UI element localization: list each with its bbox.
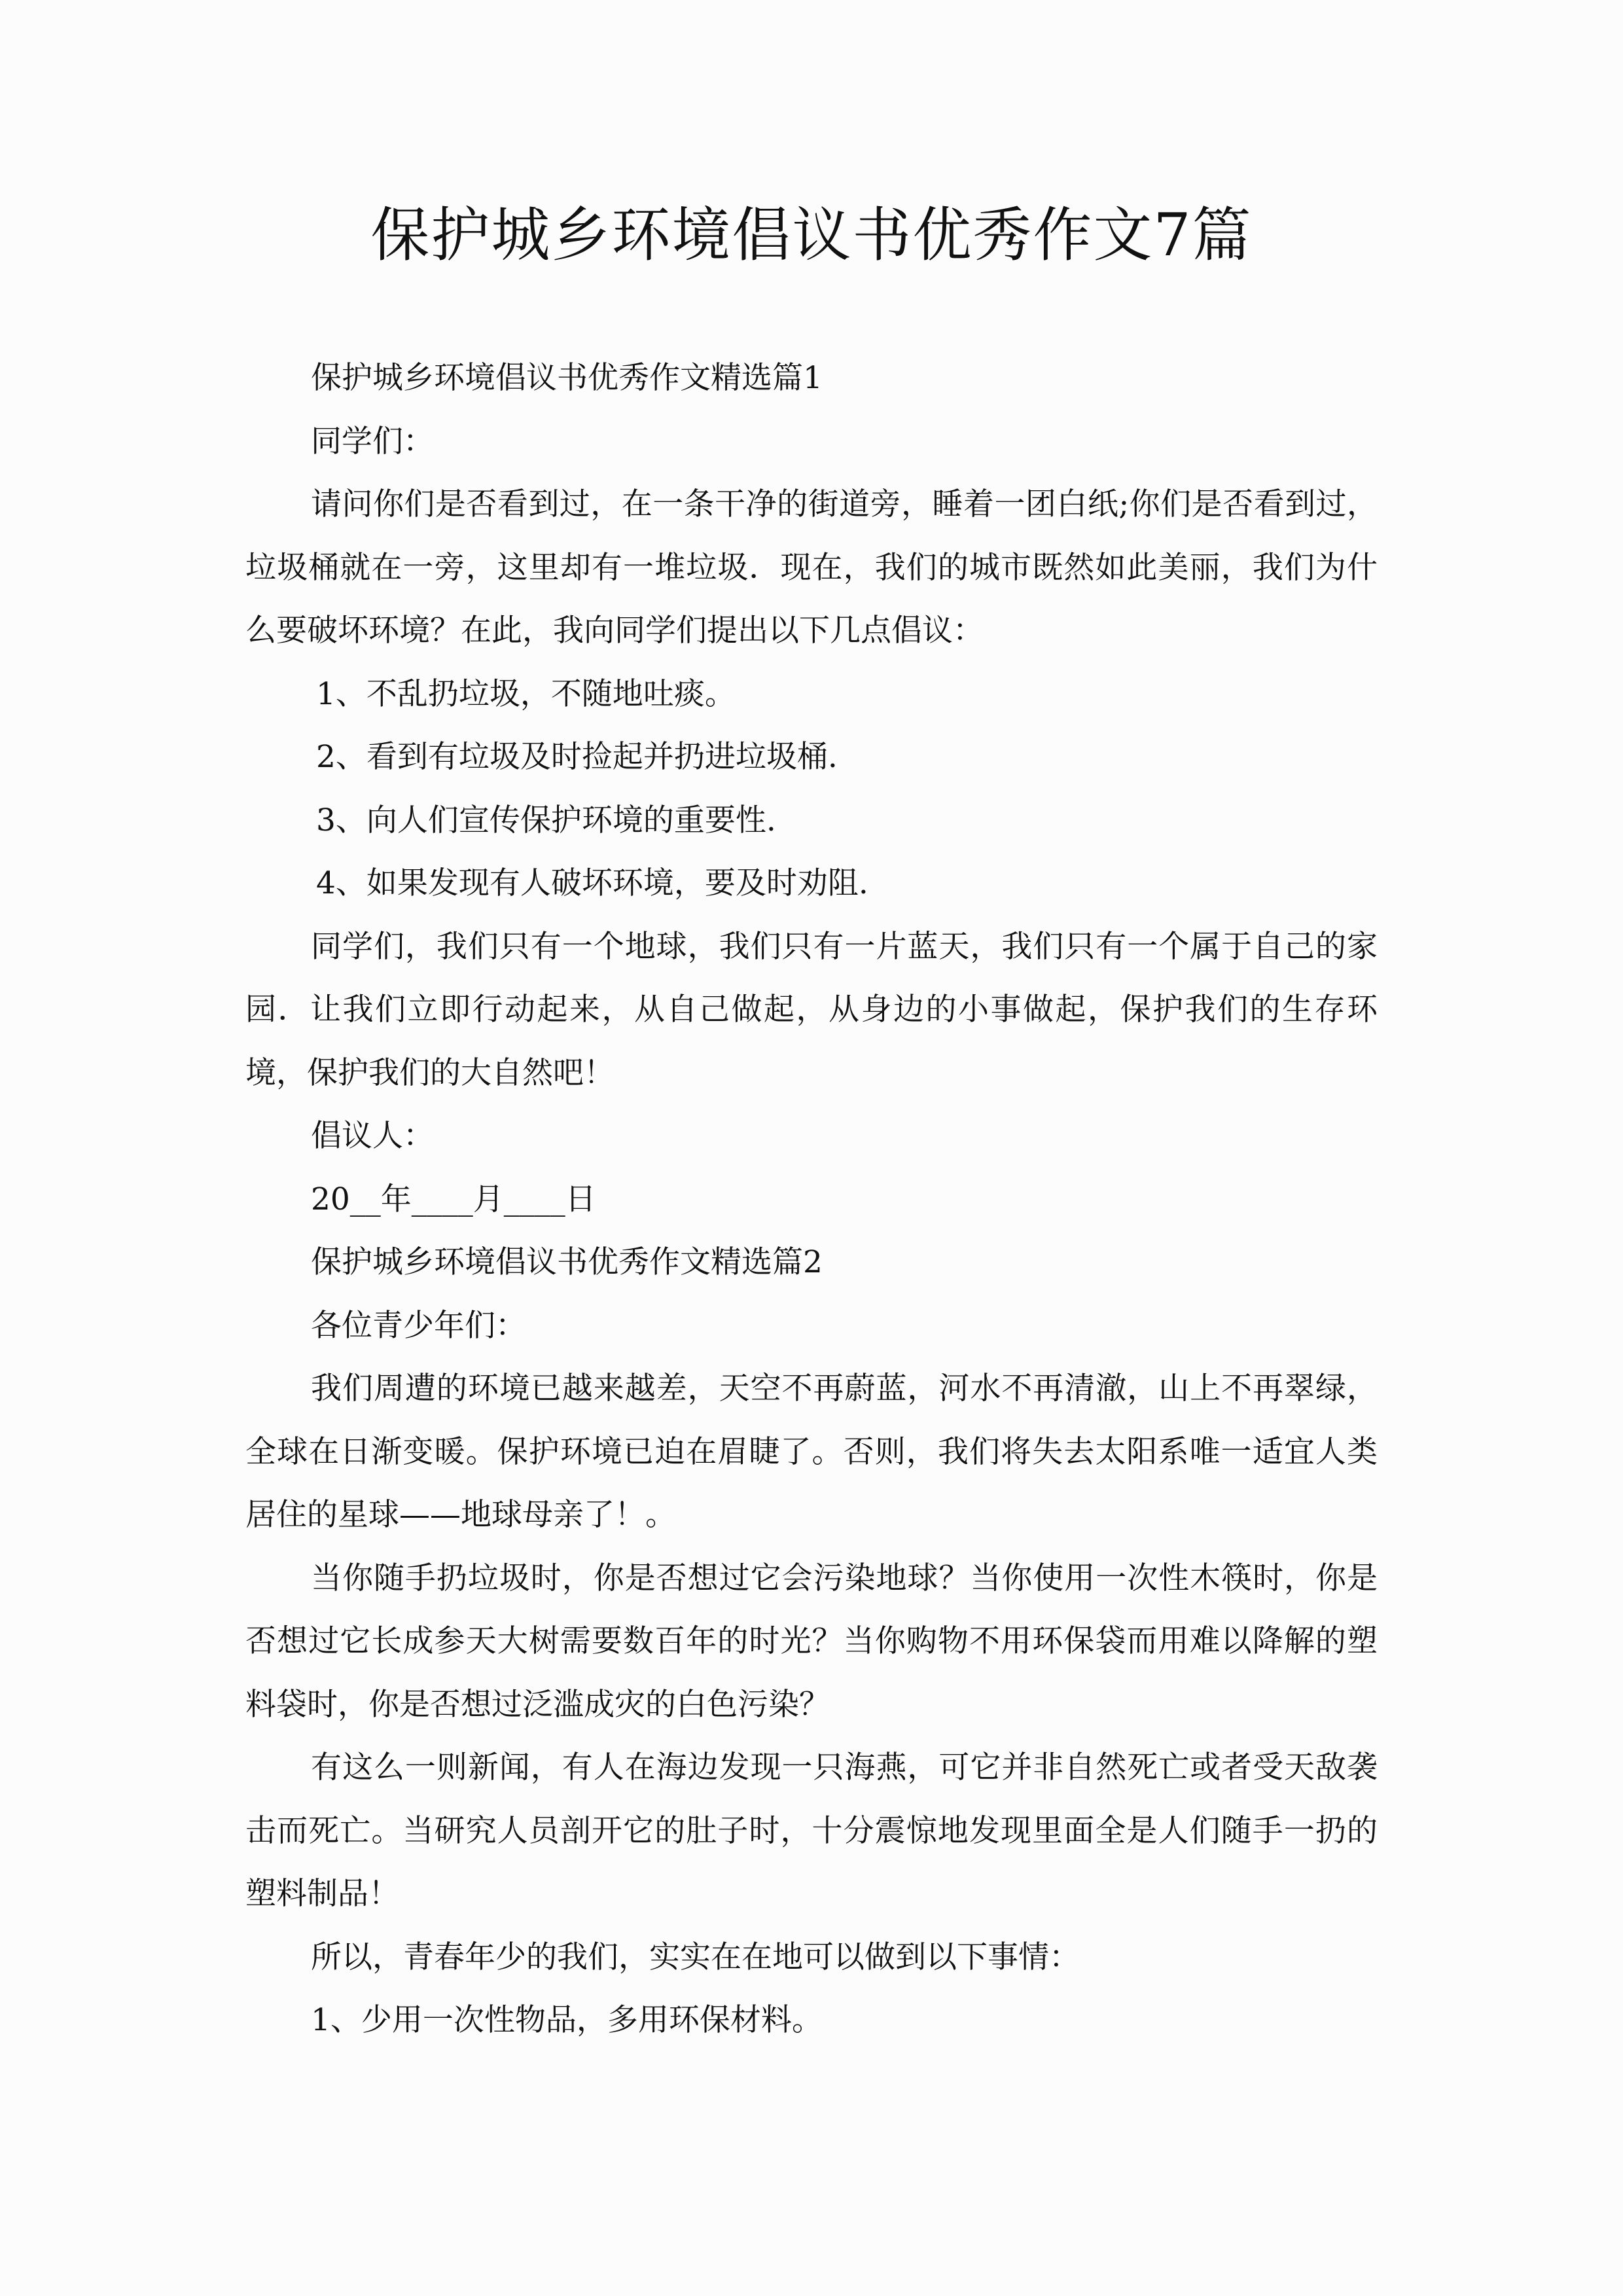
date-line: 20__年____月____日 (311, 1181, 596, 1217)
paragraph: 当你随手扔垃圾时，你是否想过它会污染地球？当你使用一次性木筷时，你是否想过它长成参天大树需要数百年的时光？当你购物不用环保袋而用难以降解的塑料袋时，你是否想过泛滥成灾的白色污染？ (245, 1560, 1378, 1723)
paragraph: 所以，青春年少的我们，实实在在地可以做到以下事情： (311, 1939, 1080, 1975)
document-title: 保护城乡环境倡议书优秀作文7篇 (370, 201, 1253, 270)
section-heading: 保护城乡环境倡议书优秀作文精选篇2 (311, 1244, 823, 1280)
list-item: 1、少用一次性物品，多用环保材料。 (311, 2002, 823, 2038)
salutation: 各位青少年们： (311, 1307, 526, 1344)
list-item: 4、如果发现有人破坏环境，要及时劝阻. (316, 865, 868, 901)
salutation: 同学们： (311, 423, 434, 459)
list-item: 3、向人们宣传保护环境的重要性. (316, 802, 776, 838)
list-item: 1、不乱扔垃圾，不随地吐痰。 (316, 675, 736, 712)
section-heading: 保护城乡环境倡议书优秀作文精选篇1 (311, 360, 823, 396)
document-body (245, 347, 1378, 2053)
signer-label: 倡议人： (311, 1118, 434, 1154)
list-item: 2、看到有垃圾及时捡起并扔进垃圾桶. (316, 739, 838, 775)
paragraph: 请问你们是否看到过，在一条干净的街道旁，睡着一团白纸;你们是否看到过，垃圾桶就在一旁，这里却有一堆垃圾．现在，我们的城市既然如此美丽，我们为什么要破坏环境？在此，我向同学们提出以下几点倡议： (245, 486, 1378, 649)
closing-paragraph: 同学们，我们只有一个地球，我们只有一片蓝天，我们只有一个属于自己的家园．让我们立即行动起来，从自己做起，从身边的小事做起，保护我们的生存环境，保护我们的大自然吧！ (245, 928, 1378, 1091)
paragraph: 有这么一则新闻，有人在海边发现一只海燕，可它并非自然死亡或者受天敌袭击而死亡。当研究人员剖开它的肚子时，十分震惊地发现里面全是人们随手一扔的塑料制品！ (245, 1749, 1378, 1912)
paragraph: 我们周遭的环境已越来越差，天空不再蔚蓝，河水不再清澈，山上不再翠绿，全球在日渐变暖。保护环境已迫在眉睫了。否则，我们将失去太阳系唯一适宜人类居住的星球——地球母亲了！。 (245, 1371, 1378, 1533)
